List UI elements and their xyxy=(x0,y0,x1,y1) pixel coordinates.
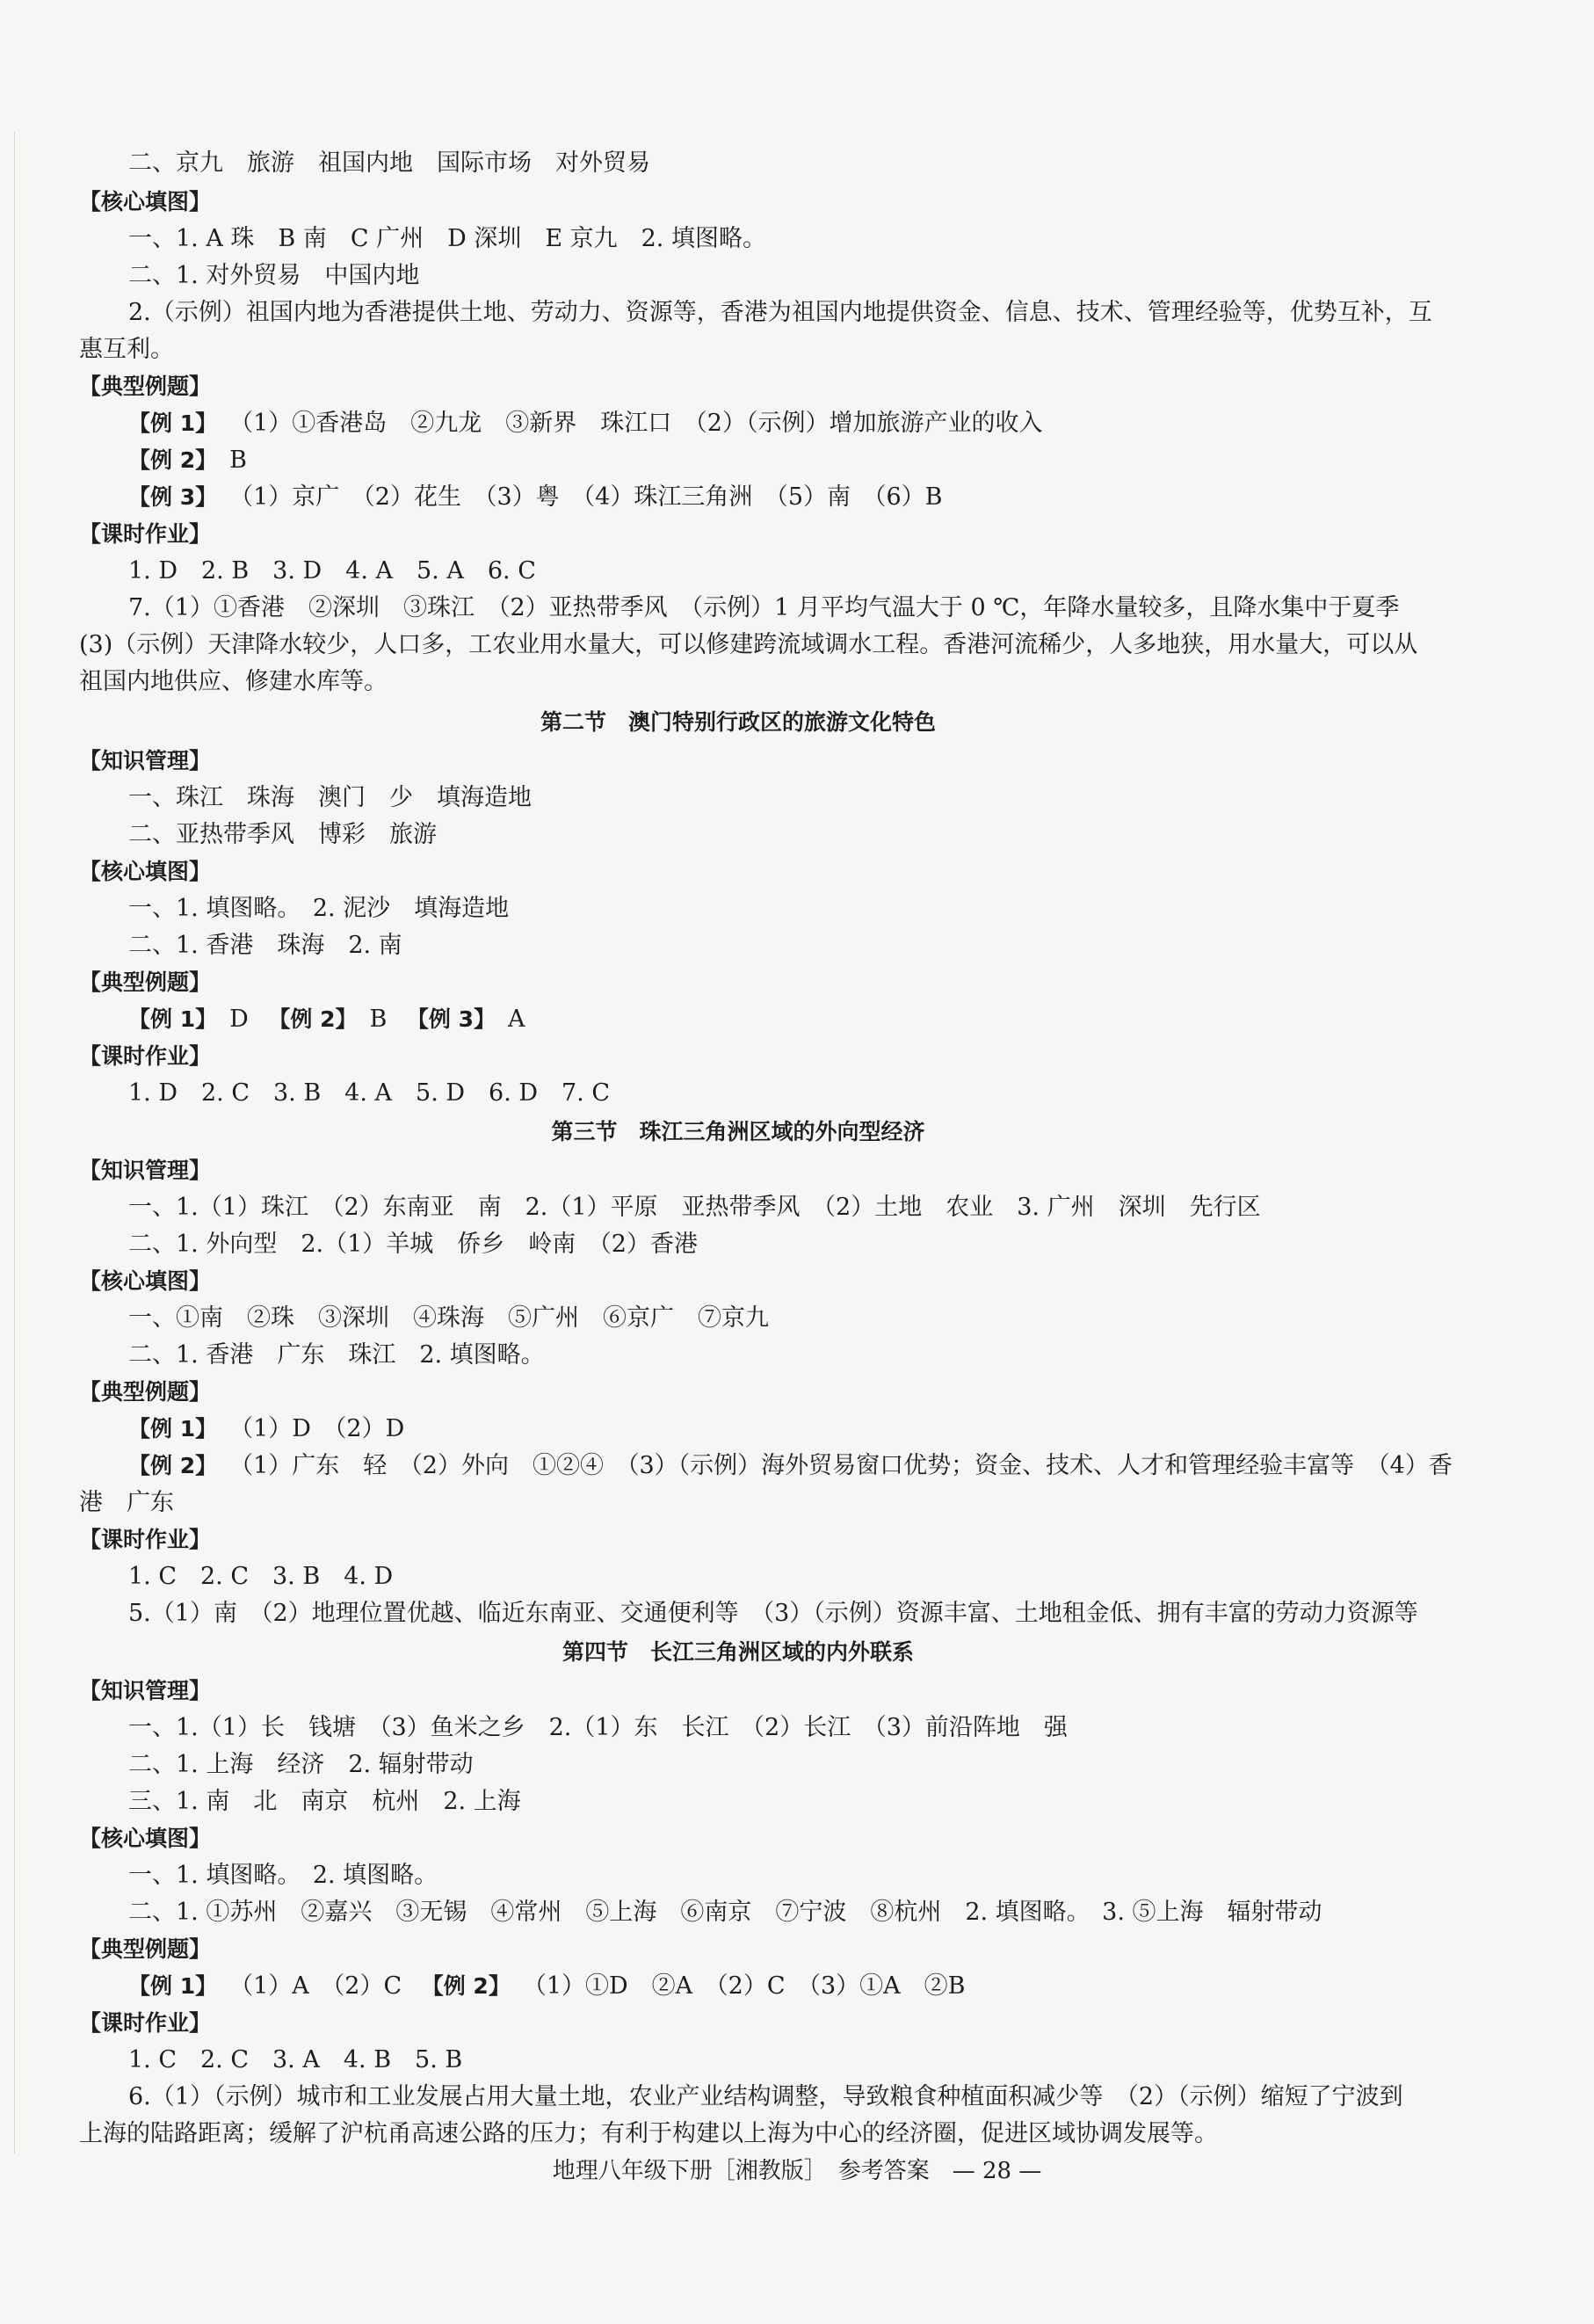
example-tag: 【例 1】 xyxy=(128,1973,218,1999)
example-tag: 【例 1】 xyxy=(128,1416,218,1442)
example-line xyxy=(128,408,1446,439)
line: 一、1.（1）长 钱塘 （3）鱼米之乡 2.（1）东 长江 （2）长江 （3）前沿阵地 强 xyxy=(128,1714,1068,1741)
line: 一、1.（1）珠江 （2）东南亚 南 2.（1）平原 亚热带季风 （2）土地 农业 3. 广州 深圳 先行区 xyxy=(128,1194,1261,1221)
line: 1. D 2. C 3. B 4. A 5. D 6. D 7. C xyxy=(128,1079,611,1107)
line: 5.（1）南 （2）地理位置优越、临近东南亚、交通便利等 （3）（示例）资源丰富、土地租金低、拥有丰富的劳动力资源等 xyxy=(128,1600,1418,1627)
example-tag: 【例 2】 xyxy=(268,1006,358,1032)
heading-knowledge: 【知识管理】 xyxy=(79,1158,212,1183)
line: 一、1. 填图略。 2. 泥沙 填海造地 xyxy=(128,895,510,922)
example-tag: 【例 3】 xyxy=(128,484,218,510)
example-answer: A xyxy=(508,1006,525,1033)
section-title: 第二节 澳门特别行政区的旅游文化特色 xyxy=(540,709,936,735)
example-answer: B xyxy=(229,447,247,474)
line: (3)（示例）天津降水较少，人口多，工农业用水量大，可以修建跨流域调水工程。香港河流稀少，人多地狭，用水量大，可以从 xyxy=(79,631,1418,658)
heading-examples: 【典型例题】 xyxy=(79,1379,212,1405)
heading-knowledge: 【知识管理】 xyxy=(79,1678,212,1703)
example-tag: 【例 1】 xyxy=(128,410,218,436)
line: 二、1. ①苏州 ②嘉兴 ③无锡 ④常州 ⑤上海 ⑥南京 ⑦宁波 ⑧杭州 2. 填图略。 3. ⑤上海 辐射带动 xyxy=(128,1899,1322,1926)
heading-core-fill: 【核心填图】 xyxy=(79,189,212,214)
example-line xyxy=(128,1450,1453,1482)
example-answer: D xyxy=(229,1006,249,1033)
line: 6.（1）（示例）城市和工业发展占用大量土地，农业产业结构调整，导致粮食种植面积减少等 （2）（示例）缩短了宁波到 xyxy=(128,2083,1403,2110)
example-tag: 【例 2】 xyxy=(128,1453,218,1478)
line: 一、珠江 珠海 澳门 少 填海造地 xyxy=(128,784,532,811)
line: 一、1. 填图略。 2. 填图略。 xyxy=(128,1862,438,1889)
example-tag: 【例 1】 xyxy=(128,1006,218,1032)
heading-knowledge: 【知识管理】 xyxy=(79,748,212,773)
heading-examples: 【典型例题】 xyxy=(79,1936,212,1962)
heading-homework: 【课时作业】 xyxy=(79,1043,212,1069)
heading-homework: 【课时作业】 xyxy=(79,521,212,547)
example-tag: 【例 2】 xyxy=(128,447,218,473)
heading-core-fill: 【核心填图】 xyxy=(79,1826,212,1851)
page-footer: 地理八年级下册［湘教版］ 参考答案 — 28 — xyxy=(552,2158,1042,2184)
line: 二、1. 外向型 2.（1）羊城 侨乡 岭南 （2）香港 xyxy=(128,1231,698,1258)
line: 二、亚热带季风 博彩 旅游 xyxy=(128,821,437,848)
example-tag: 【例 2】 xyxy=(421,1973,511,1999)
line: 2.（示例）祖国内地为香港提供土地、劳动力、资源等，香港为祖国内地提供资金、信息、技术、管理经验等，优势互补，互 xyxy=(128,299,1432,326)
line: 上海的陆路距离；缓解了沪杭甬高速公路的压力；有利于构建以上海为中心的经济圈，促进区域协调发展等。 xyxy=(79,2120,1218,2147)
section-title: 第三节 珠江三角洲区域的外向型经济 xyxy=(551,1119,925,1144)
line: 1. D 2. B 3. D 4. A 5. A 6. C xyxy=(128,557,536,585)
page-edge-line xyxy=(14,132,15,2153)
line: 一、①南 ②珠 ③深圳 ④珠海 ⑤广州 ⑥京广 ⑦京九 xyxy=(128,1304,769,1332)
line: 惠互利。 xyxy=(79,336,174,363)
heading-homework: 【课时作业】 xyxy=(79,2010,212,2036)
example-line xyxy=(128,1004,1446,1035)
line: 7.（1）①香港 ②深圳 ③珠江 （2）亚热带季风 （示例）1 月平均气温大于 0 ℃，年降水量较多，且降水集中于夏季 xyxy=(128,594,1400,621)
line: 二、1. 对外贸易 中国内地 xyxy=(128,262,420,289)
example-answer: （1）广东 轻 （2）外向 ①②④ （3）（示例）海外贸易窗口优势；资金、技术、人才和管理经验丰富等 （4）香 xyxy=(229,1452,1453,1479)
example-line xyxy=(128,482,1446,513)
section-title: 第四节 长江三角洲区域的内外联系 xyxy=(562,1639,914,1665)
line: 二、1. 香港 广东 珠江 2. 填图略。 xyxy=(128,1341,545,1369)
example-answer: B xyxy=(369,1006,388,1033)
example-answer: （1）①D ②A （2）C （3）①A ②B xyxy=(522,1972,966,2000)
line: 1. C 2. C 3. A 4. B 5. B xyxy=(128,2046,463,2073)
heading-examples: 【典型例题】 xyxy=(79,970,212,995)
line: 1. C 2. C 3. B 4. D xyxy=(128,1563,394,1590)
line: 二、1. 上海 经济 2. 辐射带动 xyxy=(128,1751,474,1778)
line: 二、京九 旅游 祖国内地 国际市场 对外贸易 xyxy=(128,149,650,177)
example-answer: （1）A （2）C xyxy=(229,1972,402,2000)
line: 一、1. A 珠 B 南 C 广州 D 深圳 E 京九 2. 填图略。 xyxy=(128,225,766,252)
example-line xyxy=(128,1971,1446,2002)
line: 祖国内地供应、修建水库等。 xyxy=(79,668,388,695)
line: 三、1. 南 北 南京 杭州 2. 上海 xyxy=(128,1788,521,1815)
line: 二、1. 香港 珠海 2. 南 xyxy=(128,932,402,959)
example-answer: （1）D （2）D xyxy=(229,1415,405,1442)
line: 港 广东 xyxy=(79,1489,174,1516)
example-answer: （1）①香港岛 ②九龙 ③新界 珠江口 （2）（示例）增加旅游产业的收入 xyxy=(229,410,1043,437)
heading-homework: 【课时作业】 xyxy=(79,1527,212,1552)
heading-core-fill: 【核心填图】 xyxy=(79,859,212,884)
example-tag: 【例 3】 xyxy=(406,1006,496,1032)
example-answer: （1）京广 （2）花生 （3）粤 （4）珠江三角洲 （5）南 （6）B xyxy=(229,483,943,511)
example-line xyxy=(128,1413,1446,1445)
example-line xyxy=(128,445,1446,476)
heading-core-fill: 【核心填图】 xyxy=(79,1268,212,1294)
heading-examples: 【典型例题】 xyxy=(79,374,212,399)
